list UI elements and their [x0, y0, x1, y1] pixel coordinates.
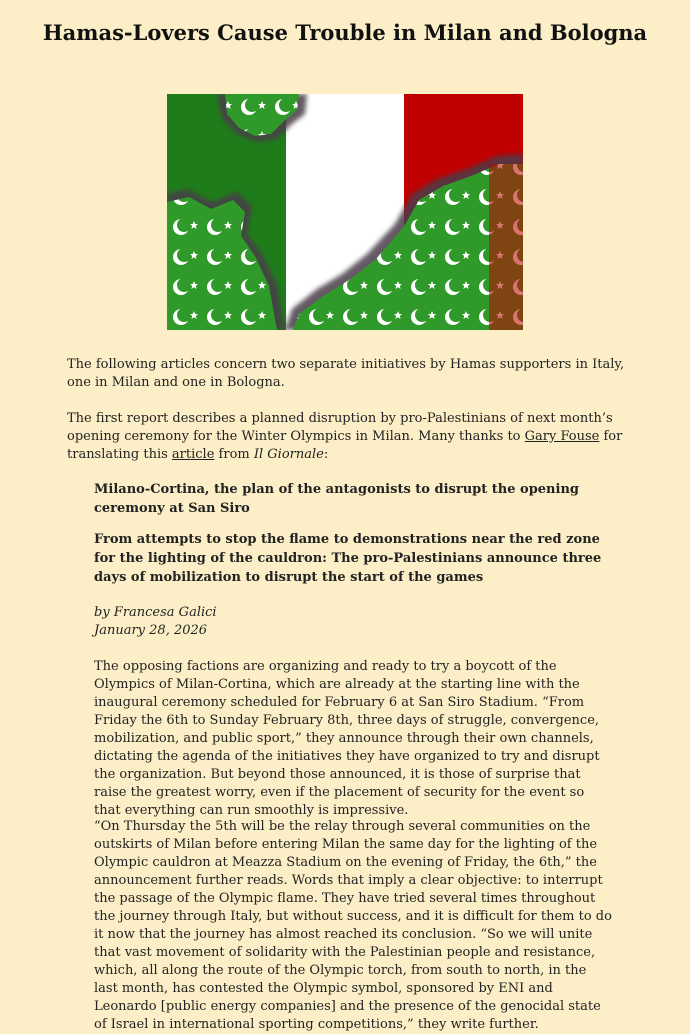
translator-link[interactable]: Gary Fouse — [524, 429, 600, 444]
context-text-1: The first report describes a planned disruption by pro-Palestinians of next month’s opening ceremony for the Winter Olympics in Milan. Many thanks to — [67, 411, 613, 444]
quote-subheadline: From attempts to stop the flame to demonstrations near the red zone for the lighting of the cauldron: The pro-Palestinians announce three days of mobilization to disrupt the start of the games — [94, 532, 602, 585]
context-text-4: : — [323, 447, 329, 462]
source-name: Il Giornale — [253, 447, 324, 462]
quote-byline: by Francesa Galici — [94, 605, 217, 620]
context-text-3: from — [214, 447, 254, 462]
quote-headline: Milano-Cortina, the plan of the antagonists to disrupt the opening ceremony at San Siro — [94, 482, 579, 516]
intro-paragraph: The following articles concern two separate initiatives by Hamas supporters in Italy, one in Milan and one in Bologna. — [67, 357, 625, 390]
article-title: Hamas-Lovers Cause Trouble in Milan and Bologna — [42, 20, 648, 45]
article-link[interactable]: article — [171, 447, 215, 462]
quote-date: January 28, 2026 — [94, 623, 208, 638]
context-text-2: for translating this — [67, 429, 623, 462]
italian-flag-crescent-image — [167, 94, 523, 330]
quote-paragraph-1: The opposing factions are organizing and ready to try a boycott of the Olympics of Milan-Cortina, which are already at the starting line with the inaugural ceremony scheduled for February 6 at San Siro Stadium. “From Friday the 6th to Sunday February 8th, three days of struggle, convergence, mobilization, and public sport,” they announce through their own channels, dictating the agenda of the initiatives they have organized to try and disrupt the organization. But beyond those announced, it is those of surprise that raise the greatest worry, even if the placement of security for the event so that everything can run smoothly is impressive. — [94, 659, 600, 818]
context-paragraph — [67, 410, 627, 464]
quote-paragraph-2: “On Thursday the 5th will be the relay through several communities on the outskirts of Milan before entering Milan the same day for the lighting of the Olympic cauldron at Meazza Stadium on the evening of Friday, the 6th,” the announcement further reads. Words that imply a clear objective: to interrupt the passage of the Olympic flame. They have tried several times throughout the journey through Italy, but without success, and it is difficult for them to do it now that the journey has almost reached its conclusion. “So we will unite that vast movement of solidarity with the Palestinian people and resistance, which, all along the route of the Olympic torch, from south to north, in the last month, has contested the Olympic symbol, sponsored by ENI and Leonardo [public energy companies] and the presence of the genocidal state of Israel in international sporting competitions,” they write further. — [94, 819, 612, 1032]
